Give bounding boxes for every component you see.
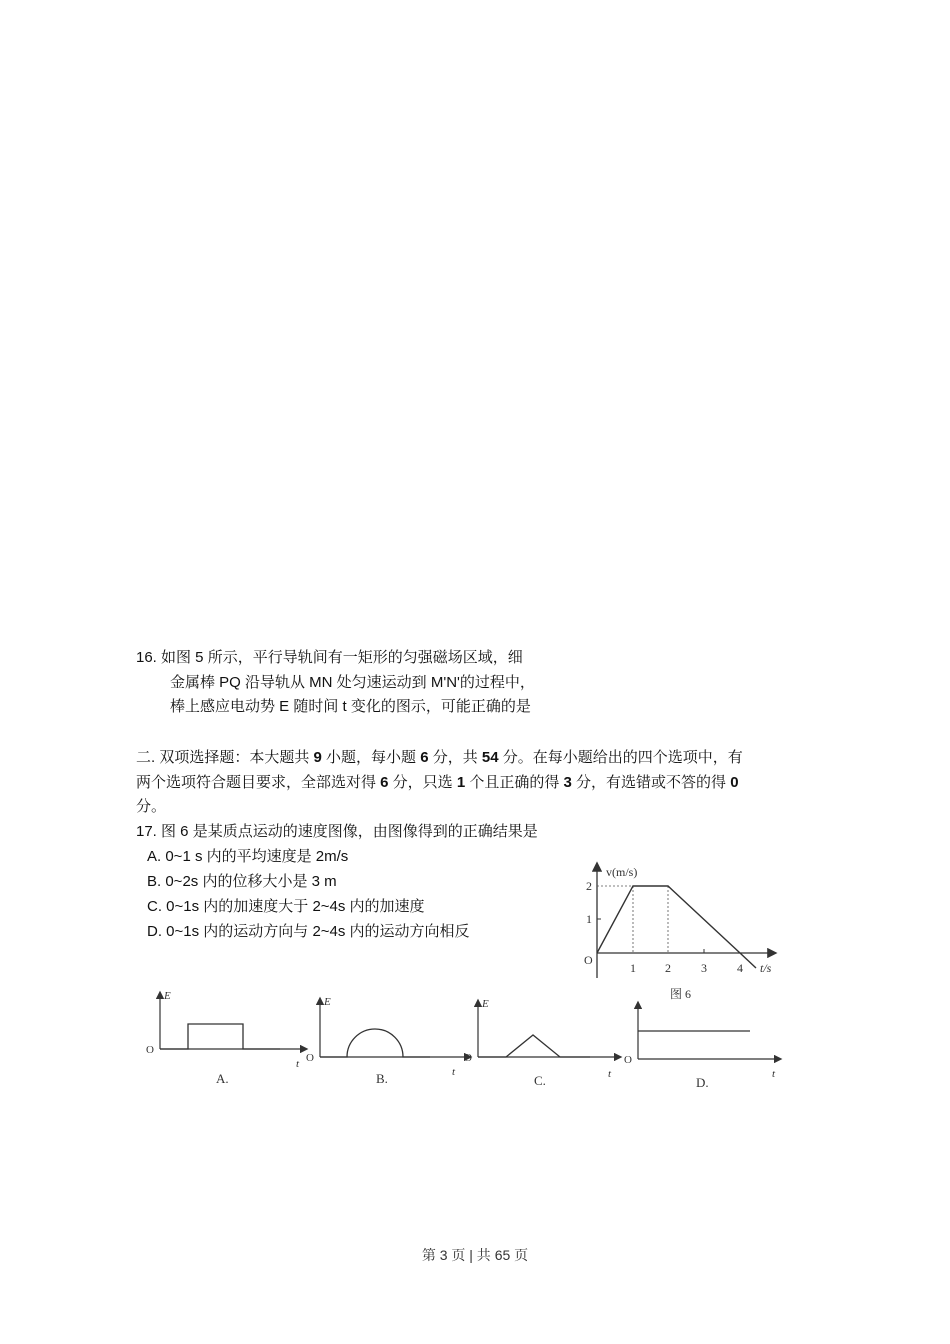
x-axis-label: t/s xyxy=(760,961,772,975)
section2-line3: 分。 xyxy=(136,798,167,815)
svg-text:1: 1 xyxy=(586,912,592,926)
svg-text:3: 3 xyxy=(701,961,707,975)
option-d-graph xyxy=(624,1003,780,1090)
q17-option-b: B. 0~2s 内的位移大小是 3 m xyxy=(147,873,337,890)
q16-option-graphs xyxy=(140,985,800,1095)
svg-text:O: O xyxy=(464,1052,472,1064)
svg-text:1: 1 xyxy=(630,961,636,975)
q17-option-c: C. 0~1s 内的加速度大于 2~4s 内的加速度 xyxy=(147,898,425,915)
svg-text:O: O xyxy=(146,1044,154,1056)
svg-text:B.: B. xyxy=(376,1071,388,1086)
q16-line3: 棒上感应电动势 E 随时间 t 变化的图示，可能正确的是 xyxy=(170,698,531,715)
y-axis-label: v(m/s) xyxy=(606,865,638,879)
svg-text:E: E xyxy=(482,998,489,1010)
q17-option-a: A. 0~1 s 内的平均速度是 2m/s xyxy=(147,848,349,865)
q17-option-d: D. 0~1s 内的运动方向与 2~4s 内的运动方向相反 xyxy=(147,923,470,940)
svg-text:t: t xyxy=(608,1068,612,1080)
section2-line2: 两个选项符合题目要求，全部选对得 6 分，只选 1 个且正确的得 3 分，有选错或不答的得 0 xyxy=(136,774,739,791)
svg-text:2: 2 xyxy=(665,961,671,975)
q16-line2: 金属棒 PQ 沿导轨从 MN 处匀速运动到 M'N'的过程中， xyxy=(170,674,535,691)
q16-line1: 16. 如图 5 所示，平行导轨间有一矩形的匀强磁场区域，细 xyxy=(136,649,523,666)
figure-caption: 图 6 xyxy=(670,987,692,1001)
svg-text:E: E xyxy=(164,990,171,1002)
svg-text:D.: D. xyxy=(696,1075,709,1090)
svg-text:O: O xyxy=(624,1054,632,1066)
section2-line1: 二. 双项选择题：本大题共 9 小题，每小题 6 分，共 54 分。在每小题给出的四个选项中，有 xyxy=(136,749,743,766)
option-a-graph xyxy=(146,990,306,1086)
svg-text:E: E xyxy=(324,996,331,1008)
option-c-graph xyxy=(464,998,620,1088)
velocity-line xyxy=(597,886,756,968)
svg-text:t: t xyxy=(296,1058,300,1070)
svg-text:2: 2 xyxy=(586,879,592,893)
svg-text:t: t xyxy=(452,1066,456,1078)
svg-text:t: t xyxy=(772,1068,776,1080)
q17-stem: 17. 图 6 是某质点运动的速度图像，由图像得到的正确结果是 xyxy=(136,823,538,840)
svg-text:4: 4 xyxy=(737,961,743,975)
option-b-graph xyxy=(306,996,470,1086)
svg-text:O: O xyxy=(306,1052,314,1064)
svg-text:O: O xyxy=(584,953,593,967)
svg-text:C.: C. xyxy=(534,1073,546,1088)
svg-text:A.: A. xyxy=(216,1071,229,1086)
page-footer: 第 3 页 | 共 65 页 xyxy=(421,1247,529,1263)
